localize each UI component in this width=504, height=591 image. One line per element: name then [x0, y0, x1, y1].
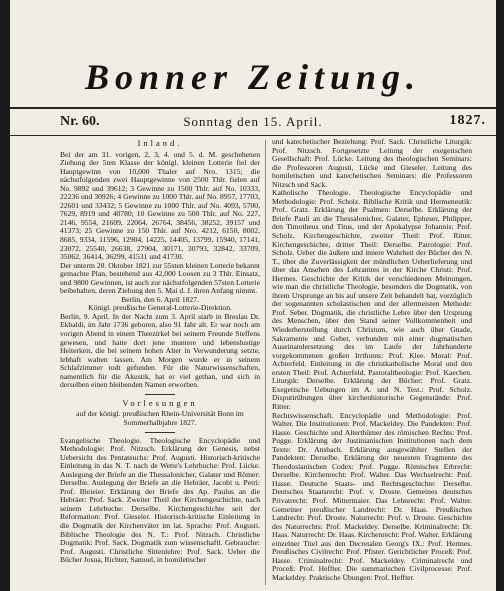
issue-year: 1827. — [449, 113, 486, 128]
newspaper-page — [10, 0, 496, 591]
law-paragraph: Rechtswissenschaft. Encyclopädie und Methodologie: Prof. Walter. Die Institutionen: Prof. Mackeldey. Die Pandekten: Prof. Hasse. Geschichte und Alterthümer des römischen Rechts: Prof. Pugge. Erklärung der Justinianischen Institutionen nach dem Texte: Dr. Ansbach. Erklärung ausgewählter Stellen der Pandekten: Derselbe. Erklärung der neuesten Fragmente des Theodosianischen Codex: Prof. Pugge. Römisches Erbrecht: Derselbe. Kirchenrecht: Prof. Walter. Das Wechselrecht: Prof. Hasse. Deutsche Staats- und Rechtsgeschichte: Derselbe. Deutsches Staatsrecht: Prof. v. Droste. Gemeines deutsches Privatrecht: Prof. Mittermaier. Das Lehnrecht: Prof. Walter. Gemeiner preußischer Landrecht: Dr. Haas. Preußisches Landrecht: Prof. Droste. Naturrecht: Prof. v. Droste. Geschichte des Naturrechts: Prof. Mackeldey. Derselbe. Kriminalrecht: Dr. Haas. Naturrecht: Dr. Haas. Kirchenrecht: Prof. Walter. Erklärung einzelner Titel aus den Decretalen Georg's IX.: Prof. Hermes. Preußisches Civilrecht: Prof. Pfister. Gerichtlicher Proceß: Prof. Hasse. Criminalrecht: Prof. Mackeldey. Criminalrecht und Proceß: Prof. Heffter. Die summarischen Civilprocesse: Prof. Mackeldey. Praktische Übungen: Prof. Heffter. — [272, 410, 472, 582]
lectures-subheading: auf der königl. preußischen Rhein-Universität Bonn im Sommerhalbjahre 1827. — [76, 409, 244, 427]
evangelical-theology-paragraph: Evangelische Theologie. Theologische Encyclopädie und Methodologie: Prof. Nitzsch. Erklärung der Genesis, nebst Uebersicht des Pentateuchs: Prof. Augusti. Historisch-kritische Einleitung in das N. T. nach de Wette's Lehrbuche: Prof. Lücke. Auslegung der Briefe an die Thessalonicher, Galater und Römer: Derselbe. Auslegung der Briefe an die Hebräer, Jacobi u. Petri: Prof. Bleieier. Erklärung der Briefe des Ap. Paulus an die Hebräer: Prof. Sack. Zweiter Theil der Kirchengeschichte, nach seinem Lehrbuche: Derselbe. Kirchengeschichte seit der Reformation: Prof. Gieseler. Historisch-kritische Einleitung in die Dogmatik der Kirchenväter im lat. Sprache: Prof. Augusti. Biblische Theologie des N. T.: Prof. Nitzsch. Christliche Dogmatik: Prof. Sack. Dogmatik zum wissenschaftl. Gebrauche: Prof. Augusti. Christliche Sittenlehre: Prof. Sack. Ueber die Bücher Josua, Richter, Samuel, in homiletischer — [60, 435, 260, 565]
dateline: Berlin, den 6. April 1827. — [121, 294, 199, 304]
berlin-news-paragraph: Berlin, 9. April. In der Nacht zum 3. April starb in Breslau Dr. Ekbaldi, im Jahr 1736 geboren, also 91 Jahr alt. Er war noch am vorigen Abend in einem Theezirkel bei seinem Freunde Steffens gewesen, und hatte dort jene muntere und lebenslustige Heiterkeit, die bei seinem hohen Alter in Verwunderung setzte, lebhaft walten lassen. Am Morgen wurde er in seinem Schlafzimmer todt gefunden. Für die Naturwissenschaften, namentlich für die Akustik, hat er viel gethan, und sich in derselben einen bleibenden Namen erworben. — [60, 311, 260, 390]
issue-number: Nr. 60. — [60, 114, 100, 129]
signature-line: Königl. preußische General-Lotterie-Direktion. — [88, 303, 232, 313]
column-divider — [265, 140, 266, 585]
separator-rule — [145, 394, 175, 395]
section-heading-inland: Inland. — [137, 138, 183, 148]
left-column — [60, 138, 260, 588]
lectures-heading: Vorlesungen — [122, 397, 198, 408]
catholic-theology-paragraph: Katholische Theologie. Theologische Encyclopädie und Methodologie: Prof. Scholz. Biblische Kritik und Hermeneutik: Prof. Gratz. Erklärung der Psalmen: Derselbe. Erklärung der Briefe Pauli an die Thessalonicher, Galater, Epheser, Philipper, den Timotheus und Titus, und der Apokalypse Johannis: Prof. Scholz. Kirchengeschichte, zweiter Theil: Prof. Ritter. Kirchengeschichte, dritter Theil: Derselbe. Patrologie: Prof. Scholz. Ueber die äußere und innere Wahrheit der Bücher des N. T., über die Zuverlässigkeit der mündlichen Ueberlieferung und über das Ansehen des Lehramtes in der Kirche Christi: Prof. Hermes. Geschichte der Kritik der verschiedenen Meinungen, wie man die christliche Theologie, besonders die Dogmatik, von ihrem Ursprunge an bis auf unsere Zeit behandelt hat, vorzüglich der sogenannten scholastischen und der allermeisten Methode: Prof. Seber. Dogmatik, die christliche Lehre über den Ursprung des Menschen, über den Stand seiner Vollkommenheit und Wiederherstellung durch Christum, wie auch über Gnade, Sakramente und Gebet, verbunden mit einer dogmatischen Auseinandersetzung des im Laufe der Jahrhunderte vorgekommenen großen Irrthums: Prof. Klee. Moral: Prof. Achterfeld. Einleitung in die christkatholische Moral und den ersten Theil: Prof. Achterfeld. Pastoraltheologie: Prof. Kaechen. Liturgik: Derselbe. Erklärung der Bücher: Prof. Gratz. Exegetische Uebungen im A. und N. Test.: Prof. Scholz. Disputirübungen über kirchenhistorische Gegenstände: Prof. Ritter. — [272, 188, 472, 411]
right-column — [272, 138, 472, 588]
separator-rule-2 — [145, 432, 175, 433]
issue-date: Sonntag den 15. April. — [183, 114, 323, 129]
masthead-title: Bonner Zeitung. — [84, 57, 422, 97]
lottery-plan-paragraph: Der unterm 20. Oktober 1821 zur 55sten kleinen Lotterie bekannt gemachte Plan, bestehend aus 42,000 Loosen zu 3 Thlr. Einsatz, und 9800 Gewinnen, ist auch zur nächstfolgenden 57sten Lotterie beibehalten, deren Ziehung den 5. Mai d. J. ihren Anfang nimmt. — [60, 260, 260, 296]
theology-continued-paragraph: und katechetischer Beziehung: Prof. Sack. Christliche Liturgik: Prof. Nitzsch. Fortgesetzte Leitung der exegetischen Gesellschaft: Prof. Lücke. Leitung des theologischen Seminars: die Professoren Augusti, Lücke und Gieseler. Leitung des homiletischen und katechetischen Seminars: die Professoren Nitzsch und Sack. — [272, 138, 472, 189]
lottery-results-paragraph: Bei der am 31. vorigen, 2, 3, 4. und 5. d. M. geschehenen Ziehung der 5ten Klasse der königl. kleinen Lotterie fiel der Hauptgewinn von 10,000 Thaler auf Nro. 1315; die nächstfolgenden zwei Hauptgewinne von 2500 Thlr. fielen auf No. 9892 und 39612; 3 Gewinne zu 1500 Thlr. auf No. 10333, 22236 und 30926; 4 Gewinne zu 1000 Thlr. auf No. 8957, 17703, 22601 und 33432; 5 Gewinne zu 1000 Thlr. auf No. 4093, 5700, 7629, 8919 und 40780; 10 Gewinne zu 500 Thlr. auf No. 227, 2146, 9554, 21609, 22064, 26764, 38456, 38252, 39157 und 41373; 25 Gewinne zu 150 Thlr. auf Nro. 4212, 6150, 8002, 8685, 9334, 11596, 12904, 14225, 14405, 13799, 15940, 17141, 23072, 25540, 26638, 27904, 30171, 30793, 32842, 33709, 35062, 36414, 36299, 41531 und 41730. — [60, 149, 260, 262]
date-bar — [10, 107, 496, 136]
